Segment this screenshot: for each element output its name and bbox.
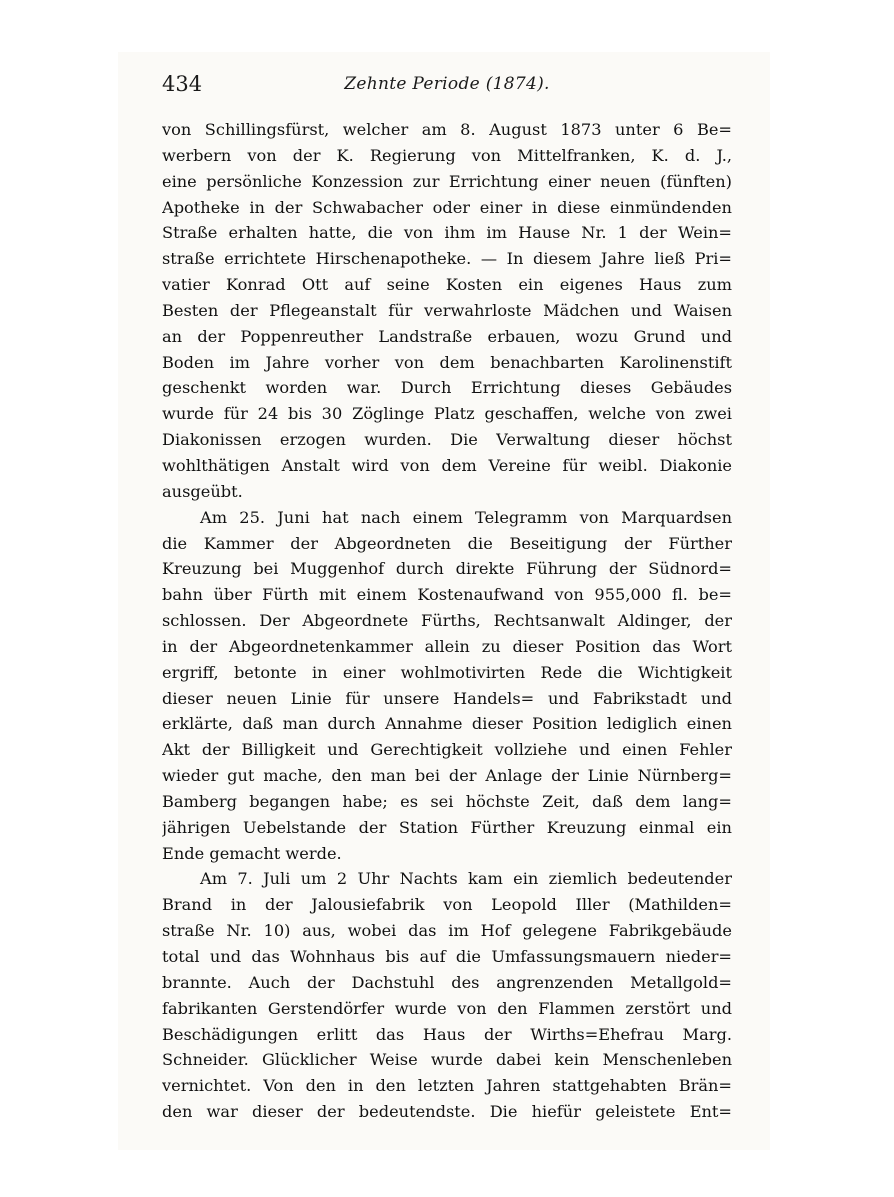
text-line: Brand in der Jalousiefabrik von Leopold Iller (Mathilden= [162, 895, 732, 915]
text-line: total und das Wohnhaus bis auf die Umfassungsmauern nieder= [162, 947, 732, 966]
text-line: vatier Konrad Ott auf seine Kosten ein eigenes Haus zum [162, 275, 732, 295]
paragraph-start-line: Am 25. Juni hat nach einem Telegramm von Marquardsen [200, 507, 732, 527]
text-line: Boden im Jahre vorher von dem benachbarten Karolinenstift [162, 352, 732, 372]
text-line: Beschädigungen erlitt das Haus der Wirths=Ehefrau Marg. [162, 1024, 732, 1044]
text-line: schlossen. Der Abgeordnete Fürths, Rechtsanwalt Aldinger, der [162, 611, 732, 631]
text-line: vernichtet. Von den in den letzten Jahren stattgehabten Brän= [162, 1076, 732, 1096]
text-line: von Schillingsfürst, welcher am 8. August 1873 unter 6 Be= [162, 120, 732, 139]
text-line: werbern von der K. Regierung von Mittelfranken, K. d. J., [162, 145, 732, 165]
text-line: an der Poppenreuther Landstraße erbauen, wozu Grund und [162, 326, 732, 346]
paragraph-start-line: Am 7. Juli um 2 Uhr Nachts kam ein ziemlich bedeutender [200, 869, 732, 889]
text-line: Akt der Billigkeit und Gerechtigkeit vollziehe und einen Fehler [162, 740, 732, 760]
text-line: fabrikanten Gerstendörfer wurde von den Flammen zerstört und [162, 998, 732, 1018]
running-title: Zehnte Periode (1874). [344, 74, 550, 94]
text-line: wohlthätigen Anstalt wird von dem Vereine für weibl. Diakonie [162, 455, 732, 475]
text-line: jährigen Uebelstande der Station Fürther Kreuzung einmal ein [162, 817, 732, 837]
text-line: wieder gut mache, den man bei der Anlage der Linie Nürnberg= [162, 766, 732, 786]
text-line: ergriff, betonte in einer wohlmotivirten Rede die Wichtigkeit [162, 662, 732, 682]
text-line: die Kammer der Abgeordneten die Beseitigung der Fürther [162, 533, 732, 553]
page-header [162, 72, 732, 102]
text-line: erklärte, daß man durch Annahme dieser Position lediglich einen [162, 714, 732, 734]
text-line: eine persönliche Konzession zur Errichtung einer neuen (fünften) [162, 171, 732, 191]
text-line: in der Abgeordnetenkammer allein zu dieser Position das Wort [162, 636, 732, 656]
text-line: wurde für 24 bis 30 Zöglinge Platz geschaffen, welche von zwei [162, 404, 732, 424]
text-line: Diakonissen erzogen wurden. Die Verwaltung dieser höchst [162, 430, 732, 450]
text-line: Apotheke in der Schwabacher oder einer in diese einmündenden [162, 197, 732, 217]
text-line: Straße erhalten hatte, die von ihm im Hause Nr. 1 der Wein= [162, 223, 732, 243]
text-line: Schneider. Glücklicher Weise wurde dabei kein Menschenleben [162, 1050, 732, 1070]
text-line: bahn über Fürth mit einem Kostenaufwand von 955,000 fl. be= [162, 585, 732, 605]
text-line: straße errichtete Hirschenapotheke. — In diesem Jahre ließ Pri= [162, 249, 732, 269]
text-line: Kreuzung bei Muggenhof durch direkte Führung der Südnord= [162, 559, 732, 579]
text-line: straße Nr. 10) aus, wobei das im Hof gelegene Fabrikgebäude [162, 921, 732, 941]
text-line: ausgeübt. [162, 481, 243, 501]
text-line: den war dieser der bedeutendste. Die hiefür geleistete Ent= [162, 1102, 732, 1122]
text-line: Besten der Pflegeanstalt für verwahrloste Mädchen und Waisen [162, 300, 732, 320]
text-line: brannte. Auch der Dachstuhl des angrenzenden Metallgold= [162, 972, 732, 992]
text-line: geschenkt worden war. Durch Errichtung dieses Gebäudes [162, 378, 732, 398]
text-line: dieser neuen Linie für unsere Handels= und Fabrikstadt und [162, 688, 732, 708]
body-text [162, 117, 732, 1125]
text-line: Bamberg begangen habe; es sei höchste Zeit, daß dem lang= [162, 791, 732, 811]
text-line: Ende gemacht werde. [162, 843, 342, 863]
page-number: 434 [162, 72, 203, 96]
